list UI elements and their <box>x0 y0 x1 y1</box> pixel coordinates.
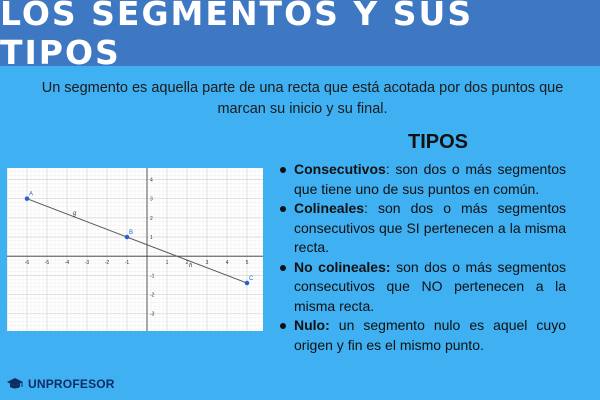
point-label-a: A <box>29 191 34 198</box>
term-no-colineales: No colineales: <box>294 258 391 275</box>
list-item-colineales <box>278 199 566 258</box>
term-consecutivos: Consecutivos <box>294 161 386 177</box>
x-tick-label: 1 <box>165 260 169 267</box>
term-nulo: Nulo: <box>294 317 330 333</box>
tipos-list <box>278 160 566 355</box>
x-tick-label: -2 <box>104 260 110 267</box>
list-item-no-colineales <box>278 258 566 317</box>
graph-svg <box>7 168 263 331</box>
x-tick-label: -1 <box>124 260 130 267</box>
y-tick-label: 4 <box>150 177 153 184</box>
unprofesor-logo <box>6 376 115 392</box>
desc-nulo: un segmento nulo es aquel cuyo origen y fin es el mismo punto. <box>294 317 566 353</box>
term-separator: : <box>385 161 390 177</box>
x-tick-label: 3 <box>205 260 209 267</box>
page-title: LOS SEGMENTOS Y SUS TIPOS <box>0 0 474 72</box>
x-tick-label: 4 <box>225 260 229 267</box>
y-tick-label: -1 <box>150 273 155 280</box>
point-label-c: C <box>249 276 254 283</box>
line-label-g: g <box>73 210 77 217</box>
segment-graph <box>7 168 263 331</box>
line-label-h: h <box>189 263 193 270</box>
tipos-heading: TIPOS <box>407 131 468 153</box>
bullet-icon <box>280 265 286 271</box>
bullet-icon <box>280 167 286 173</box>
y-tick-label: -3 <box>150 311 155 318</box>
y-tick-label: 2 <box>150 215 153 222</box>
point-label-b: B <box>129 230 134 237</box>
intro-text: Un segmento es aquella parte de una recta que está acotada por dos puntos que marcan su inicio y su final. <box>41 80 564 117</box>
list-item-consecutivos <box>278 160 566 199</box>
bullet-icon <box>280 323 286 329</box>
desc-consecutivos: son dos o más segmentos que tiene uno de sus puntos en común. <box>294 161 566 197</box>
y-tick-label: 1 <box>150 235 153 242</box>
term-separator: : <box>364 200 368 216</box>
logo-text: UNPROFESOR <box>28 377 115 391</box>
desc-no-colineales: son dos o más segmentos consecutivos que NO pertenecen a la misma recta. <box>294 258 566 314</box>
x-tick-label: -3 <box>84 260 90 267</box>
y-tick-label: -2 <box>150 292 155 299</box>
x-tick-label: 5 <box>245 260 249 267</box>
list-item-nulo <box>278 316 566 355</box>
x-tick-label: -4 <box>64 260 70 267</box>
title-banner <box>0 0 600 72</box>
y-tick-label: 3 <box>150 196 153 203</box>
desc-colineales: son dos o más segmentos consecutivos que SI pertenecen a la misma recta. <box>294 200 566 255</box>
x-tick-label: 2 <box>185 260 189 267</box>
x-tick-label: -5 <box>44 260 50 267</box>
graduation-cap-icon <box>6 377 24 391</box>
term-colineales: Colineales <box>294 200 365 216</box>
bullet-icon <box>280 206 286 212</box>
x-tick-label: -6 <box>24 260 30 267</box>
